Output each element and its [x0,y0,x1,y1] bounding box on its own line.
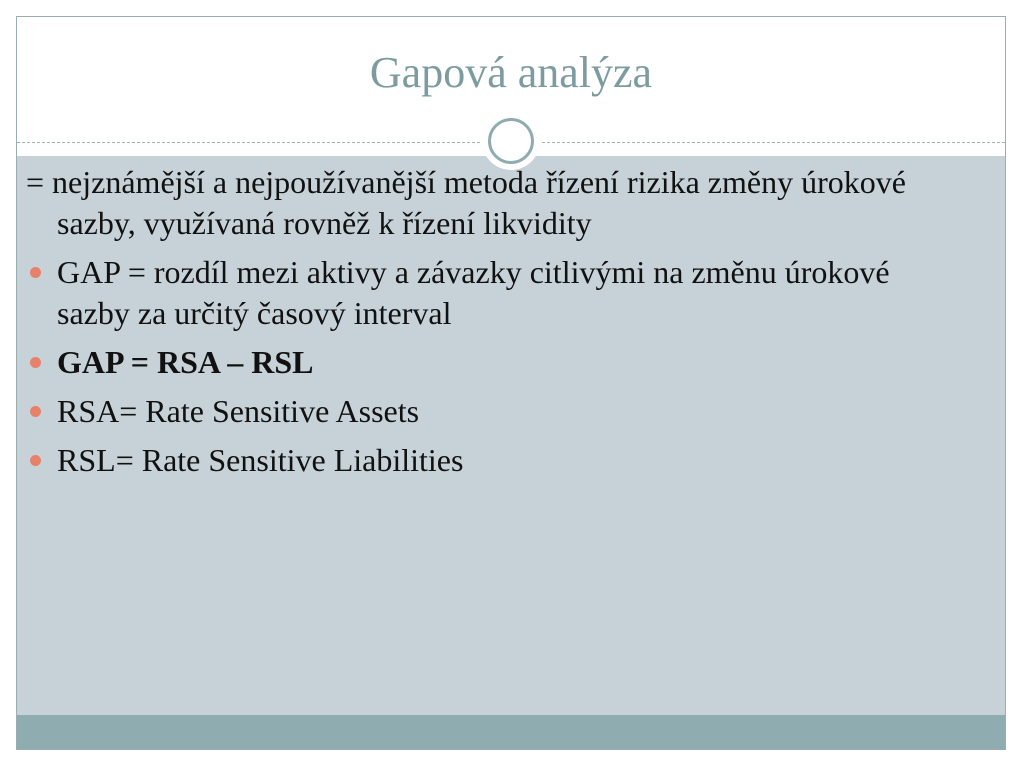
bullet-item [26,252,926,334]
bullet-text: RSL= Rate Sensitive Liabilities [57,442,464,478]
intro-text: = nejznámější a nejpoužívanější metoda řízení rizika změny úrokové sazby, využívaná rovněž k řízení likvidity [26,164,906,241]
intro-paragraph [26,162,926,244]
bullet-text: RSA= Rate Sensitive Assets [57,393,420,429]
bullet-item [26,391,926,432]
slide-body [26,162,926,489]
bullet-dot-icon [30,455,41,466]
slide-title: Gapová analýza [369,48,653,97]
footer-bar [17,715,1005,749]
bullet-text-formula: GAP = RSA – RSL [57,344,314,380]
bullet-text: GAP = rozdíl mezi aktivy a závazky citlivými na změnu úrokové sazby za určitý časový interval [57,254,890,331]
bullet-item [26,440,926,481]
bullet-item [26,342,926,383]
circle-ring [488,118,534,164]
bullet-dot-icon [30,267,41,278]
bullet-dot-icon [30,406,41,417]
bullet-dot-icon [30,357,41,368]
